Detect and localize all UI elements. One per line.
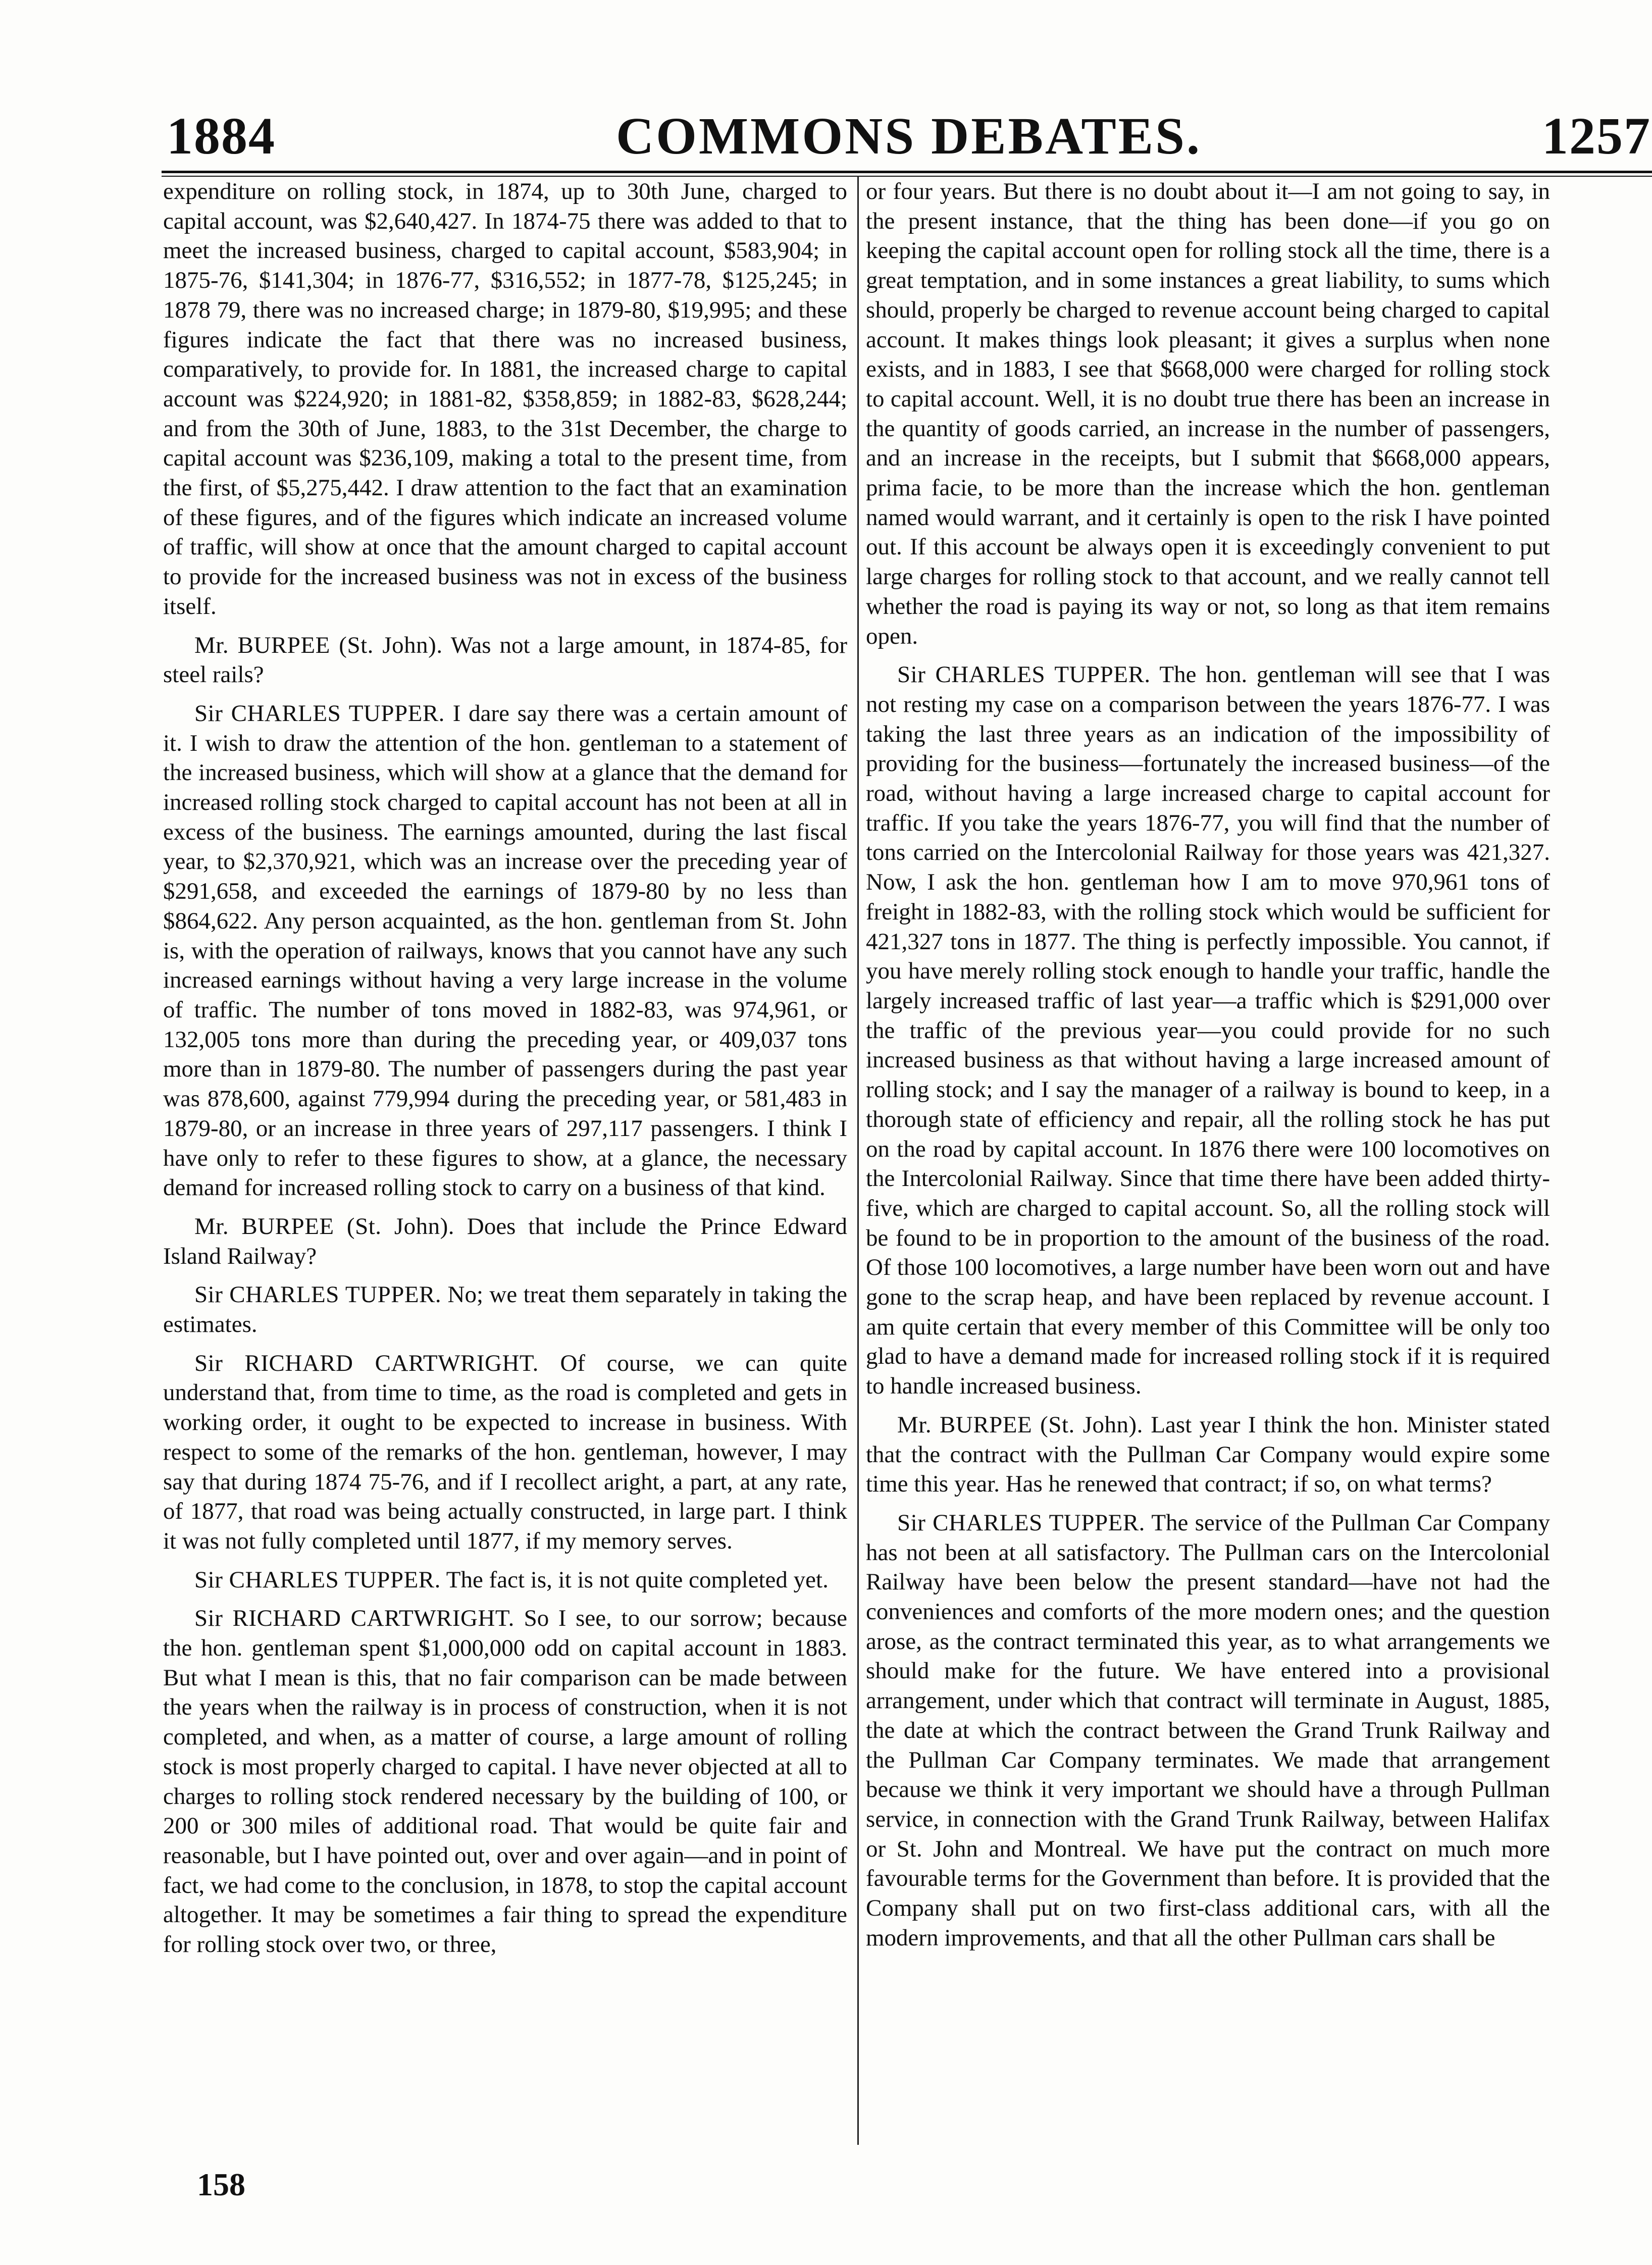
speaker-name: Sir CHARLES TUPPER.	[194, 700, 445, 727]
speech-text: The hon. gentleman will see that I was not resting my case on a comparison between the years 1876-77. I was taking the last three years as an indication of the impossibility of providing for the business—fortunately the increased business—of the road, without having a large increased charge to capital account for traffic. If you take the years 1876-77, you will find that the number of tons carried on the Intercolonial Railway for those years was 421,327. Now, I ask the hon. gentleman how I am to move 970,961 tons of freight in 1882-83, with the rolling stock which would be sufficient for 421,327 tons in 1877. The thing is perfectly impossible. You cannot, if you have merely rolling stock enough to handle your traffic, handle the largely increased traffic of last year—a traffic which is $291,000 over the traffic of the previous year—you could provide for no such increased business as that without having a large increased amount of rolling stock; and I say the manager of a railway is bound to keep, in a thorough state of efficiency and repair, all the rolling stock he has put on the road by capital account. In 1876 there were 100 locomotives on the Intercolonial Railway. Since that time there have been added thirty-five, which are charged to capital account. So, all the rolling stock will be found to be in proportion to the amount of the business of the road. Of those 100 locomotives, a large number have been worn out and have gone to the scrap heap, and have been replaced by revenue account. I am quite certain that every member of this Committee will be only too glad to have a demand made for increased rolling stock if it is required to handle increased business.	[866, 661, 1550, 1400]
speaker-name: Sir CHARLES TUPPER.	[194, 1281, 442, 1308]
paragraph	[163, 631, 847, 690]
paragraph	[163, 177, 847, 622]
speech-text: No; we treat them separately in taking the estimates.	[163, 1281, 847, 1338]
speech-text: expenditure on rolling stock, in 1874, up to 30th June, charged to capital account, was $2,640,427. In 1874-75 there was added to that to meet the increased business, charged to capital account, $583,904; in 1875-76, $141,304; in 1876-77, $316,552; in 1877-78, $125,245; in 1878 79, there was no increased charge; in 1879-80, $19,995; and these figures indicate the fact that there was no increased business, comparatively, to provide for. In 1881, the increased charge to capital account was $224,920; in 1881-82, $358,859; in 1882-83, $628,244; and from the 30th of June, 1883, to the 31st December, the charge to capital account was $236,109, making a total to the present time, from the first, of $5,275,442. I draw attention to the fact that an examination of these figures, and of the figures which indicate an increased volume of traffic, will show at once that the amount charged to capital account to provide for the increased business was not in excess of the business itself.	[163, 178, 847, 620]
speaker-name: Sir CHARLES TUPPER.	[194, 1566, 441, 1593]
speaker-name: Sir CHARLES TUPPER.	[897, 1509, 1145, 1536]
speech-text: Last year I think the hon. Minister stated that the contract with the Pullman Car Company would expire some time this year. Has he renewed that contract; if so, on what terms?	[866, 1411, 1550, 1498]
paragraph	[866, 1410, 1550, 1499]
speech-text: Was not a large amount, in 1874-85, for steel rails?	[163, 632, 847, 688]
publication-title: COMMONS DEBATES.	[616, 107, 1202, 165]
left-column	[163, 177, 847, 2176]
speech-text: Of course, we can quite understand that, from time to time, as the road is completed and gets in working order, it ought to be expected to increase in business. With respect to some of the remarks of the hon. gentleman, however, I may say that during 1874 75-76, and if I recollect aright, a part, at any rate, of 1877, that road was being actually constructed, in large part. I think it was not fully completed until 1877, if my memory serves.	[163, 1350, 847, 1554]
header-page-number: 1257	[1542, 107, 1651, 165]
paragraph	[163, 1349, 847, 1556]
speaker-name: Sir RICHARD CARTWRIGHT.	[194, 1350, 539, 1376]
paragraph	[866, 177, 1550, 651]
paragraph	[163, 1604, 847, 1959]
speech-text: or four years. But there is no doubt about it—I am not going to say, in the present instance, that the thing has been done—if you go on keeping the capital account open for rolling stock all the time, there is a great temptation, and in some instances a great liability, to sums which should, properly be charged to revenue account being charged to capital account. It makes things look pleasant; it gives a surplus when none exists, and in 1883, I see that $668,000 were charged for rolling stock to capital account. Well, it is no doubt true there has been an increase in the quantity of goods carried, an increase in the number of passengers, and an increase in the receipts, but I submit that $668,000 appears, prima facie, to be more than the increase which the hon. gentleman named would warrant, and it certainly is open to the risk I have pointed out. If this account be always open it is exceedingly convenient to put large charges for rolling stock to that account, and we really cannot tell whether the road is paying its way or not, so long as that item remains open.	[866, 178, 1550, 649]
paragraph	[866, 1508, 1550, 1953]
paragraph	[163, 1212, 847, 1271]
speaker-name: Mr. BURPEE (St. John).	[897, 1411, 1143, 1438]
paragraph	[163, 1565, 847, 1595]
speech-text: So I see, to our sorrow; because the hon. gentleman spent $1,000,000 odd on capital account in 1883. But what I mean is this, that no fair comparison can be made between the years when the railway is in process of construction, when it is not completed, and when, as a matter of course, a large amount of rolling stock is most properly charged to capital. I have never objected at all to charges to rolling stock rendered necessary by the building of 100, or 200 or 300 miles of additional road. That would be quite fair and reasonable, but I have pointed out, over and over again—and in point of fact, we had come to the conclusion, in 1878, to stop the capital account altogether. It may be sometimes a fair thing to spread the expenditure for rolling stock over two, or three,	[163, 1605, 847, 1958]
speech-text: The fact is, it is not quite completed yet.	[446, 1566, 829, 1593]
header-year: 1884	[167, 107, 276, 165]
footer-page-number: 158	[197, 2167, 245, 2202]
paragraph	[163, 699, 847, 1203]
speaker-name: Mr. BURPEE (St. John).	[194, 1213, 455, 1240]
speech-text: Does that include the Prince Edward Island Railway?	[163, 1213, 847, 1269]
speaker-name: Mr. BURPEE (St. John).	[194, 632, 443, 658]
paragraph	[163, 1280, 847, 1339]
speech-text: I dare say there was a certain amount of it. I wish to draw the attention of the hon. gentleman to a statement of the increased business, which will show at a glance that the demand for increased rolling stock charged to capital account has not been at all in excess of the business. The earnings amounted, during the last fiscal year, to $2,370,921, which was an increase over the preceding year of $291,658, and exceeded the earnings of 1879-80 by no less than $864,622. Any person acquainted, as the hon. gentleman from St. John is, with the operation of railways, knows that you cannot have any such increased earnings without having a very large increase in the volume of traffic. The number of tons moved in 1882-83, was 974,961, or 132,005 tons more than during the preceding year, or 409,037 tons more than in 1879-80. The number of passengers during the past year was 878,600, against 779,994 during the preceding year, or 581,483 in 1879-80, or an increase in three years of 297,117 passengers. I think I have only to refer to these figures to show, at a glance, the necessary demand for increased rolling stock to carry on a business of that kind.	[163, 700, 847, 1201]
right-column	[866, 177, 1550, 2176]
masthead	[167, 106, 1651, 167]
speaker-name: Sir RICHARD CARTWRIGHT.	[194, 1605, 514, 1632]
speaker-name: Sir CHARLES TUPPER.	[897, 661, 1151, 688]
paragraph	[866, 660, 1550, 1401]
column-divider	[857, 176, 859, 2145]
speech-text: The service of the Pullman Car Company has not been at all satisfactory. The Pullman cars on the Intercolonial Railway have been below the present standard—have not had the conveniences and comforts of the more modern ones; and the question arose, as the contract terminated this year, as to what arrangements we should make for the future. We have entered into a provisional arrangement, under which that contract will terminate in August, 1885, the date at which the contract between the Grand Trunk Railway and the Pullman Car Company terminates. We made that arrangement because we think it very important we should have a through Pullman service, in connection with the Grand Trunk Railway, between Halifax or St. John and Montreal. We have put the contract on much more favourable terms for the Government than before. It is provided that the Company shall put on two first-class additional cars, with all the modern improvements, and that all the other Pullman cars shall be	[866, 1509, 1550, 1951]
header-rule	[162, 171, 1652, 177]
